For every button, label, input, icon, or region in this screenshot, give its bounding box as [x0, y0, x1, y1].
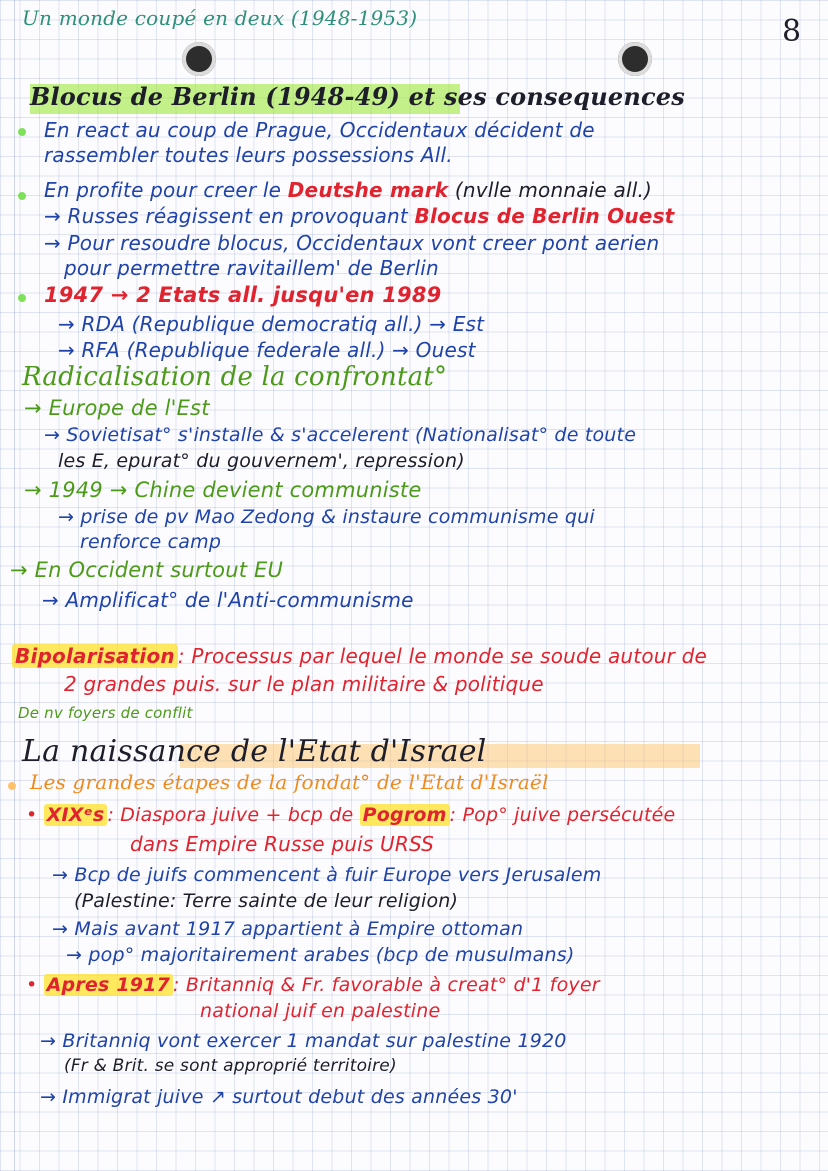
text-line: En react au coup de Prague, Occidentaux décident de: [44, 118, 595, 142]
binder-hole-right: [618, 42, 652, 76]
text-span: En profite pour creer le: [44, 178, 288, 202]
text-line: → pop° majoritairement arabes (bcp de musulmans): [66, 944, 575, 966]
text-line: → Mais avant 1917 appartient à Empire ottoman: [52, 918, 524, 940]
text-line: dans Empire Russe puis URSS: [130, 832, 435, 856]
text-line: national juif en palestine: [200, 1000, 441, 1022]
page-header-title: Un monde coupé en deux (1948-1953): [22, 6, 418, 30]
text-line: → Immigrat juive ↗ surtout debut des années 30': [40, 1086, 518, 1108]
page-number: 8: [782, 14, 802, 49]
bipolarisation-term: Bipolarisation: [12, 644, 178, 668]
subsection-title: Les grandes étapes de la fondat° de l'Etat d'Israël: [30, 770, 549, 794]
text-line: → Bcp de juifs commencent à fuir Europe vers Jerusalem: [52, 864, 602, 886]
apres-1917-term: Apres 1917: [44, 974, 173, 996]
bullet-green: [18, 294, 26, 302]
text-line: → Pour resoudre blocus, Occidentaux vont creer pont aerien: [44, 231, 660, 255]
text-line: → RDA (Republique democratiq all.) → Est: [58, 312, 485, 336]
text-line: → En Occident surtout EU: [10, 558, 284, 582]
text-span: → Russes réagissent en provoquant: [44, 204, 415, 228]
bullet-green: [18, 192, 26, 200]
section-title-berlin: Blocus de Berlin (1948-49) et ses consequences: [30, 82, 685, 111]
xix-term: XIXᵉs: [44, 804, 108, 826]
definition-text: : Processus par lequel le monde se soude autour de: [177, 644, 708, 668]
text-span: : Britanniq & Fr. favorable à creat° d'1 foyer: [173, 974, 600, 996]
pogrom-term: Pogrom: [360, 804, 450, 826]
text-line: 1947 → 2 Etats all. jusqu'en 1989: [44, 283, 442, 307]
text-span: (nvlle monnaie all.): [448, 178, 653, 202]
text-line: (Palestine: Terre sainte de leur religion): [74, 890, 459, 912]
text-line: [44, 178, 652, 202]
definition-line: [12, 644, 707, 668]
bullet-orange: [8, 782, 16, 790]
text-span: : Pop° juive persécutée: [449, 804, 676, 826]
section-title-israel: La naissance de l'Etat d'Israel: [22, 734, 487, 769]
text-line: De nv foyers de conflit: [18, 704, 193, 722]
margin-line: [14, 0, 15, 1171]
binder-hole-left: [182, 42, 216, 76]
text-line: pour permettre ravitaillem' de Berlin: [64, 256, 439, 280]
text-line: → RFA (Republique federale all.) → Ouest: [58, 338, 476, 362]
section-title-radicalisation: Radicalisation de la confrontat°: [22, 362, 448, 392]
text-line: renforce camp: [80, 531, 222, 553]
text-line: (Fr & Brit. se sont approprié territoire): [64, 1056, 397, 1076]
deutsche-mark-term: Deutshe mark: [287, 178, 449, 202]
text-line: → Europe de l'Est: [24, 396, 210, 420]
text-line: • XIXᵉs : Diaspora juive + bcp de Pogrom : Pop° juive persécutée: [26, 804, 676, 826]
blocus-term: Blocus de Berlin Ouest: [414, 204, 675, 228]
text-line: rassembler toutes leurs possessions All.: [44, 143, 453, 167]
text-line: → Britanniq vont exercer 1 mandat sur palestine 1920: [40, 1030, 567, 1052]
text-line: [44, 204, 674, 228]
text-line: → prise de pv Mao Zedong & instaure communisme qui: [58, 506, 595, 528]
text-line: 2 grandes puis. sur le plan militaire & politique: [64, 672, 544, 696]
bullet-green: [18, 128, 26, 136]
text-line: les E, epurat° du gouvernem', repression): [58, 450, 465, 472]
text-line: → Amplificat° de l'Anti-communisme: [42, 588, 414, 612]
text-span: : Diaspora juive + bcp de: [107, 804, 360, 826]
text-line: → 1949 → Chine devient communiste: [24, 478, 422, 502]
text-line: • Apres 1917 : Britanniq & Fr. favorable à creat° d'1 foyer: [26, 974, 600, 996]
text-line: → Sovietisat° s'installe & s'accelerent (Nationalisat° de toute: [44, 424, 637, 446]
